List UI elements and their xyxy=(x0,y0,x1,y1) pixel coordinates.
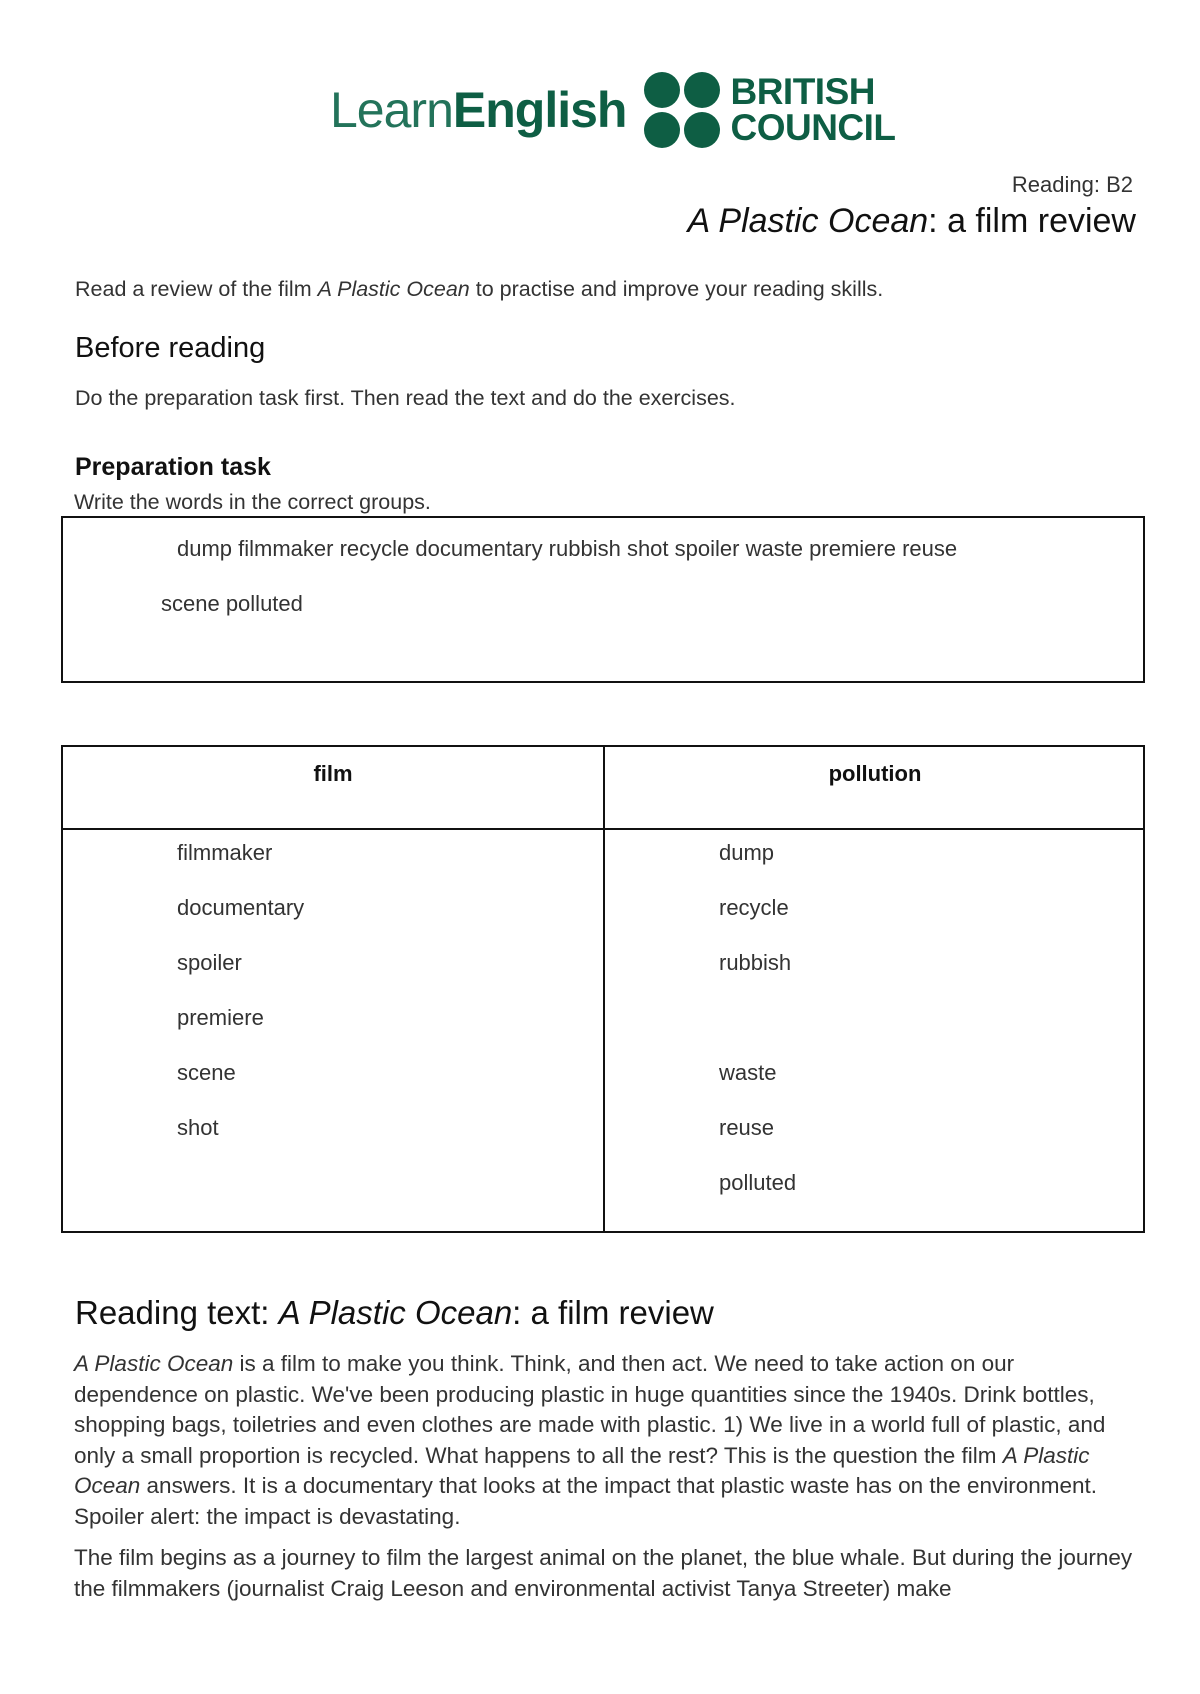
list-item: documentary xyxy=(177,895,305,920)
header-divider xyxy=(63,828,1143,830)
list-item: recycle xyxy=(719,895,789,920)
list-item: waste xyxy=(719,1060,777,1085)
list-item: rubbish xyxy=(719,950,792,975)
reading-text-heading xyxy=(75,1294,714,1332)
brand-line-1: BRITISH xyxy=(730,71,875,112)
film-name: A Plastic Ocean xyxy=(74,1351,234,1376)
film-word-list xyxy=(177,838,304,1168)
column-divider xyxy=(603,747,605,1231)
intro-text xyxy=(75,277,883,302)
pollution-word-list xyxy=(719,838,796,1223)
list-item: dump xyxy=(719,840,775,865)
paragraph-text: answers. It is a documentary that looks at the impact that plastic waste has on the environment. Spoiler alert: the impact is devastating. xyxy=(74,1473,1098,1529)
logo-learn-text: Learn xyxy=(330,82,453,138)
before-reading-heading: Before reading xyxy=(75,332,266,364)
list-item: spoiler xyxy=(177,950,242,975)
list-item xyxy=(719,1003,796,1058)
reading-paragraph-2: The film begins as a journey to film the largest animal on the planet, the blue whale. But during the journey the filmmakers (journalist Craig Leeson and environmental activist Tanya Streeter) make xyxy=(74,1545,1133,1601)
list-item: filmmaker xyxy=(177,840,273,865)
intro-film-name: A Plastic Ocean xyxy=(317,277,470,301)
list-item: shot xyxy=(177,1115,219,1140)
british-council-circles-icon xyxy=(644,72,720,148)
learnenglish-british-council-logo xyxy=(330,72,896,148)
intro-after: to practise and improve your reading skills. xyxy=(469,277,884,301)
title-suffix: : a film review xyxy=(928,202,1136,240)
heading-prefix: Reading text: xyxy=(75,1294,279,1331)
preparation-instruction: Write the words in the correct groups. xyxy=(74,490,431,514)
word-box-line-1: dump filmmaker recycle documentary rubbish shot spoiler waste premiere reuse xyxy=(177,536,958,561)
page-title xyxy=(688,202,1136,241)
list-item: polluted xyxy=(719,1170,797,1195)
title-film-name: A Plastic Ocean xyxy=(687,202,929,240)
intro-before: Read a review of the film xyxy=(75,277,318,301)
heading-film-name: A Plastic Ocean xyxy=(278,1294,513,1331)
paragraph-text: is a film to make you think. Think, and then act. We need to take action on our dependence on plastic. We've been producing plastic in huge quantities since the 1940s. Drink bottles, shopping bags, toiletries and even clothes are made with plastic. 1) We live in a world full of plastic, and only a small proportion is recycled. What happens to all the rest? This is the question the film xyxy=(74,1351,1106,1468)
list-item: scene xyxy=(177,1060,236,1085)
table-header-film: film xyxy=(313,761,353,786)
reading-level: Reading: B2 xyxy=(1011,172,1133,197)
preparation-task-heading: Preparation task xyxy=(75,453,271,481)
word-box-line-2: scene polluted xyxy=(161,591,303,616)
table-header-pollution: pollution xyxy=(828,761,922,786)
logo-english-text: English xyxy=(452,82,627,138)
learnenglish-wordmark xyxy=(330,81,626,139)
british-council-wordmark xyxy=(730,71,896,148)
list-item: reuse xyxy=(719,1115,775,1140)
list-item: premiere xyxy=(177,1005,264,1030)
reading-paragraph-1 xyxy=(74,1349,1144,1532)
before-reading-text: Do the preparation task first. Then read the text and do the exercises. xyxy=(75,386,736,410)
film-name: A Plastic Ocean xyxy=(74,1442,1090,1498)
word-groups-table xyxy=(61,745,1145,1233)
brand-line-2: COUNCIL xyxy=(730,107,896,148)
word-box xyxy=(61,516,1145,683)
heading-suffix: : a film review xyxy=(512,1294,714,1331)
